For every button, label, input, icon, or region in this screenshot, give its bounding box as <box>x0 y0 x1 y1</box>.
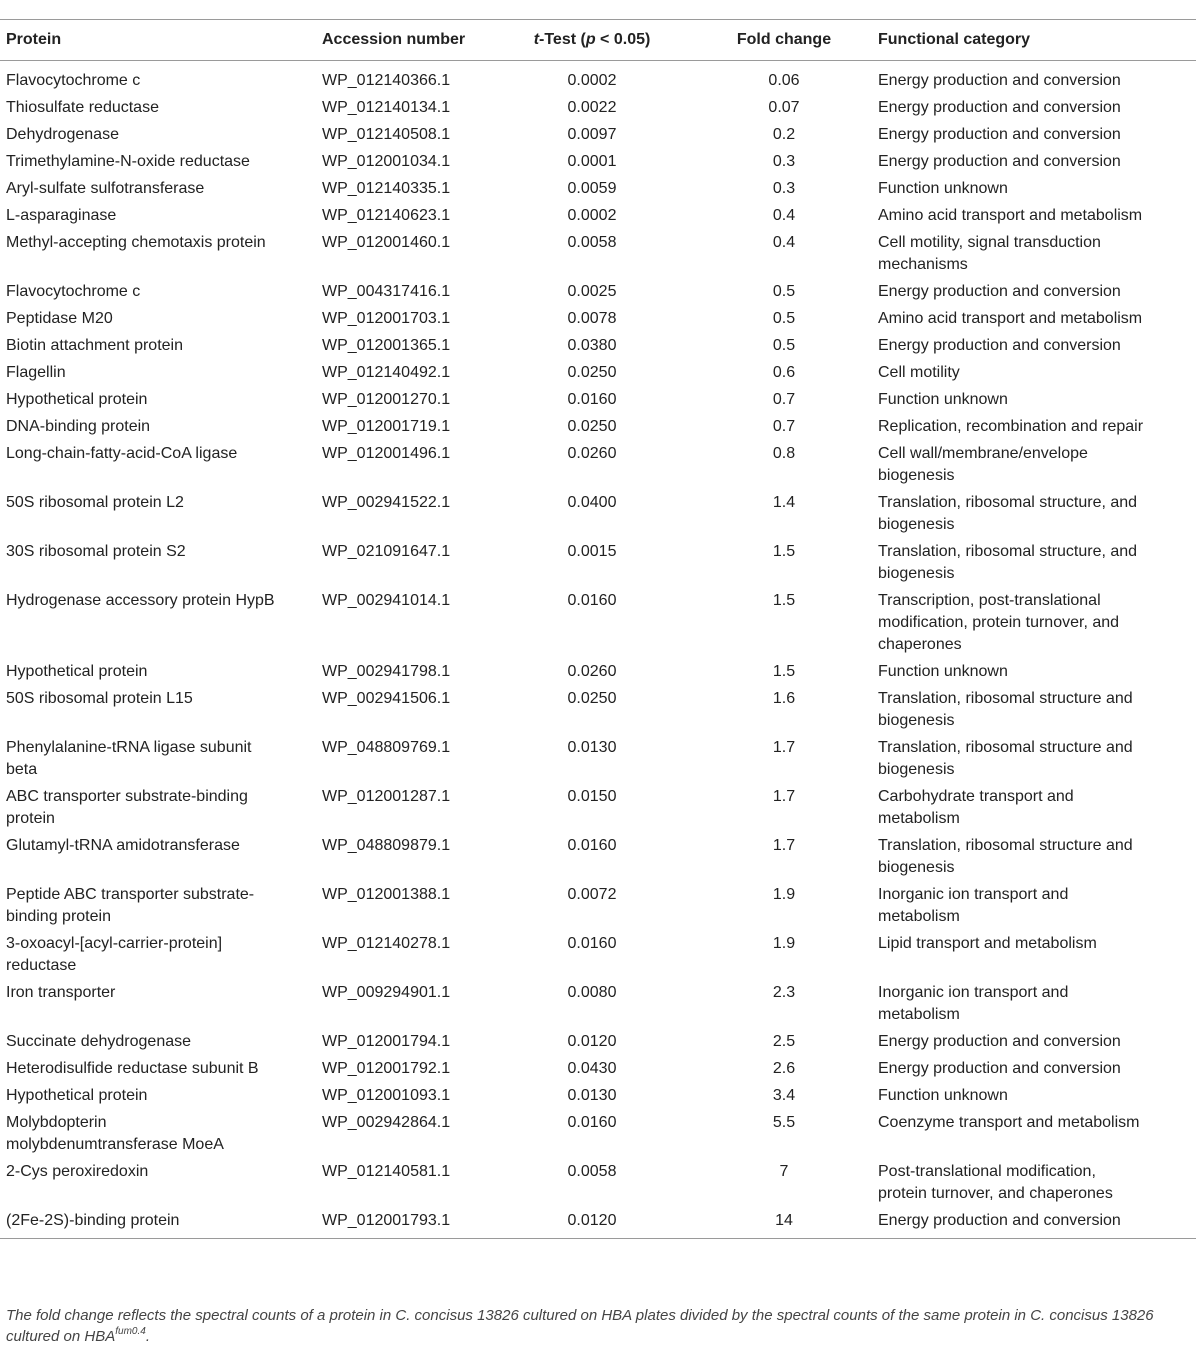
cell-functional-category: Function unknown <box>878 1087 1008 1104</box>
cell-accession: WP_012001793.1 <box>316 1208 488 1239</box>
cell-fold-change: 1.5 <box>772 592 796 609</box>
cell-fold-change: 0.6 <box>772 364 796 381</box>
cell-fold-change: 0.07 <box>768 99 800 116</box>
table-row <box>0 686 1196 735</box>
table-row <box>0 490 1196 539</box>
cell-ttest: 0.0001 <box>567 153 617 170</box>
cell-accession: WP_012140492.1 <box>322 364 451 381</box>
table-header <box>0 20 1196 61</box>
cell-ttest: 0.0160 <box>567 837 617 854</box>
header-ttest-p: p <box>585 31 596 48</box>
cell-functional-category: Energy production and conversion <box>878 126 1121 143</box>
cell-fold-change: 0.4 <box>772 207 796 224</box>
header-ttest-mid: -Test ( <box>539 31 586 48</box>
cell-functional-category: Energy production and conversion <box>878 1060 1121 1077</box>
table-row <box>0 1029 1196 1056</box>
cell-accession: WP_012001703.1 <box>322 310 451 327</box>
cell-protein: Peptidase M20 <box>6 310 113 327</box>
cell-ttest: 0.0160 <box>567 1114 617 1131</box>
cell-accession: WP_002941798.1 <box>322 663 451 680</box>
cell-protein: Aryl-sulfate sulfotransferase <box>6 180 205 197</box>
header-ttest-t: t <box>533 31 540 48</box>
cell-ttest: 0.0400 <box>567 494 617 511</box>
cell-accession: WP_012140134.1 <box>322 99 451 116</box>
cell-fold-change: 0.7 <box>772 391 796 408</box>
cell-protein: Biotin attachment protein <box>6 337 183 354</box>
cell-protein: DNA-binding protein <box>6 418 151 435</box>
cell-functional-category: Coenzyme transport and metabolism <box>878 1114 1140 1131</box>
table-row <box>0 882 1196 931</box>
table-row <box>0 95 1196 122</box>
table-row <box>0 176 1196 203</box>
cell-ttest: 0.0002 <box>567 207 617 224</box>
cell-protein: Heterodisulfide reductase subunit B <box>6 1060 259 1077</box>
cell-accession: WP_002941506.1 <box>322 690 451 707</box>
header-functional-category: Functional category <box>872 20 1196 61</box>
cell-fold-change: 1.5 <box>772 543 796 560</box>
cell-protein: Succinate dehydrogenase <box>6 1033 192 1050</box>
cell-protein: Flagellin <box>6 364 66 381</box>
cell-accession: WP_002942864.1 <box>322 1114 451 1131</box>
cell-fold-change: 0.5 <box>772 337 796 354</box>
table-row <box>0 980 1196 1029</box>
cell-ttest: 0.0160 <box>567 391 617 408</box>
cell-functional-category: Energy production and conversion <box>878 283 1121 300</box>
cell-ttest: 0.0260 <box>567 663 617 680</box>
cell-protein: Hypothetical protein <box>6 663 148 680</box>
cell-fold-change: 2.6 <box>772 1060 796 1077</box>
cell-ttest: 0.0002 <box>567 72 617 89</box>
cell-ttest: 0.0150 <box>567 788 617 805</box>
cell-functional-category: Replication, recombination and repair <box>878 418 1144 435</box>
table-row <box>0 1056 1196 1083</box>
cell-functional-category: Energy production and conversion <box>872 1208 1196 1239</box>
header-ttest <box>488 20 696 61</box>
footnote-superscript: fum0.4 <box>115 1326 146 1337</box>
cell-ttest: 0.0058 <box>567 234 617 251</box>
cell-fold-change: 0.7 <box>772 418 796 435</box>
cell-functional-category: Translation, ribosomal structure and biogenesis <box>878 690 1133 729</box>
cell-fold-change: 0.5 <box>772 283 796 300</box>
cell-ttest: 0.0160 <box>567 592 617 609</box>
table-row <box>0 360 1196 387</box>
cell-protein: 3-oxoacyl-[acyl-carrier-protein] reductase <box>6 935 223 974</box>
table-row <box>0 387 1196 414</box>
cell-functional-category: Carbohydrate transport and metabolism <box>878 788 1074 827</box>
cell-functional-category: Function unknown <box>878 391 1008 408</box>
cell-fold-change: 1.9 <box>772 886 796 903</box>
cell-fold-change: 1.4 <box>772 494 796 511</box>
header-ttest-tail: < 0.05) <box>595 31 651 48</box>
cell-protein: Methyl-accepting chemotaxis protein <box>6 234 266 251</box>
cell-protein: Molybdopterin molybdenumtransferase MoeA <box>6 1114 224 1153</box>
cell-functional-category: Transcription, post-translational modification, protein turnover, and chaperones <box>878 592 1120 653</box>
table-row <box>0 588 1196 659</box>
cell-accession: WP_012001719.1 <box>322 418 451 435</box>
table-row <box>0 1083 1196 1110</box>
cell-functional-category: Energy production and conversion <box>878 99 1121 116</box>
cell-ttest: 0.0130 <box>567 1087 617 1104</box>
cell-ttest: 0.0250 <box>567 364 617 381</box>
cell-ttest: 0.0250 <box>567 690 617 707</box>
table-row <box>0 333 1196 360</box>
cell-fold-change: 1.5 <box>772 663 796 680</box>
cell-accession: WP_004317416.1 <box>322 283 451 300</box>
cell-fold-change: 14 <box>696 1208 872 1239</box>
table-row <box>0 735 1196 784</box>
cell-functional-category: Translation, ribosomal structure and biogenesis <box>878 739 1133 778</box>
cell-fold-change: 0.3 <box>772 153 796 170</box>
cell-protein: L-asparaginase <box>6 207 117 224</box>
table-row <box>0 784 1196 833</box>
cell-fold-change: 0.8 <box>772 445 796 462</box>
cell-fold-change: 1.7 <box>772 837 796 854</box>
table-row <box>0 414 1196 441</box>
cell-accession: WP_012001093.1 <box>322 1087 451 1104</box>
cell-fold-change: 1.7 <box>772 788 796 805</box>
footnote-end: . <box>145 1328 150 1345</box>
cell-ttest: 0.0250 <box>567 418 617 435</box>
cell-accession: WP_009294901.1 <box>322 984 451 1001</box>
cell-accession: WP_012140366.1 <box>322 72 451 89</box>
cell-functional-category: Energy production and conversion <box>878 72 1121 89</box>
table-footnote <box>6 1305 1196 1347</box>
table-body <box>0 61 1196 1239</box>
cell-accession: WP_012140278.1 <box>322 935 451 952</box>
cell-accession: WP_012001496.1 <box>322 445 451 462</box>
cell-protein: 50S ribosomal protein L15 <box>6 690 193 707</box>
cell-functional-category: Translation, ribosomal structure, and biogenesis <box>878 494 1138 533</box>
cell-accession: WP_048809879.1 <box>322 837 451 854</box>
cell-protein: (2Fe-2S)-binding protein <box>0 1208 316 1239</box>
cell-fold-change: 1.9 <box>772 935 796 952</box>
cell-ttest: 0.0072 <box>567 886 617 903</box>
cell-fold-change: 0.5 <box>772 310 796 327</box>
cell-functional-category: Cell motility, signal transduction mechanisms <box>878 234 1101 273</box>
cell-ttest: 0.0380 <box>567 337 617 354</box>
header-protein: Protein <box>0 20 316 61</box>
table-row <box>0 1159 1196 1208</box>
cell-ttest: 0.0058 <box>567 1163 617 1180</box>
cell-protein: Glutamyl-tRNA amidotransferase <box>6 837 240 854</box>
cell-protein: Hypothetical protein <box>6 391 148 408</box>
cell-ttest: 0.0130 <box>567 739 617 756</box>
cell-functional-category: Lipid transport and metabolism <box>878 935 1097 952</box>
cell-fold-change: 7 <box>779 1163 789 1180</box>
protein-table <box>0 20 1196 1239</box>
cell-ttest: 0.0015 <box>567 543 617 560</box>
cell-functional-category: Energy production and conversion <box>878 337 1121 354</box>
cell-ttest: 0.0260 <box>567 445 617 462</box>
cell-protein: Hydrogenase accessory protein HypB <box>6 592 275 609</box>
cell-ttest: 0.0160 <box>567 935 617 952</box>
cell-ttest: 0.0097 <box>567 126 617 143</box>
cell-fold-change: 2.5 <box>772 1033 796 1050</box>
header-fold-change: Fold change <box>696 20 872 61</box>
table-row <box>0 1110 1196 1159</box>
cell-protein: Hypothetical protein <box>6 1087 148 1104</box>
table-row <box>0 279 1196 306</box>
cell-fold-change: 0.4 <box>772 234 796 251</box>
cell-ttest: 0.0120 <box>567 1033 617 1050</box>
cell-functional-category: Translation, ribosomal structure, and biogenesis <box>878 543 1138 582</box>
cell-ttest: 0.0078 <box>567 310 617 327</box>
cell-fold-change: 1.6 <box>772 690 796 707</box>
cell-accession: WP_002941014.1 <box>322 592 451 609</box>
cell-functional-category: Energy production and conversion <box>878 1033 1121 1050</box>
cell-ttest: 0.0022 <box>567 99 617 116</box>
cell-protein: Flavocytochrome c <box>6 72 141 89</box>
cell-protein: Iron transporter <box>6 984 116 1001</box>
cell-protein: Flavocytochrome c <box>6 283 141 300</box>
header-accession: Accession number <box>316 20 488 61</box>
cell-ttest: 0.0059 <box>567 180 617 197</box>
cell-functional-category: Inorganic ion transport and metabolism <box>878 984 1069 1023</box>
cell-fold-change: 0.3 <box>772 180 796 197</box>
table-row <box>0 230 1196 279</box>
cell-functional-category: Amino acid transport and metabolism <box>878 310 1143 327</box>
cell-accession: WP_012001794.1 <box>322 1033 451 1050</box>
table-row <box>0 833 1196 882</box>
cell-accession: WP_021091647.1 <box>322 543 451 560</box>
cell-protein: Long-chain-fatty-acid-CoA ligase <box>6 445 238 462</box>
table-row <box>0 149 1196 176</box>
cell-accession: WP_012140335.1 <box>322 180 451 197</box>
cell-functional-category: Function unknown <box>878 663 1008 680</box>
cell-functional-category: Translation, ribosomal structure and biogenesis <box>878 837 1133 876</box>
cell-functional-category: Cell motility <box>878 364 960 381</box>
cell-accession: WP_012001460.1 <box>322 234 451 251</box>
cell-accession: WP_002941522.1 <box>322 494 451 511</box>
cell-fold-change: 2.3 <box>772 984 796 1001</box>
cell-fold-change: 3.4 <box>772 1087 796 1104</box>
cell-accession: WP_012001792.1 <box>322 1060 451 1077</box>
cell-fold-change: 5.5 <box>772 1114 796 1131</box>
cell-protein: Thiosulfate reductase <box>6 99 159 116</box>
cell-functional-category: Energy production and conversion <box>878 153 1121 170</box>
table-row <box>0 441 1196 490</box>
cell-fold-change: 0.06 <box>768 72 800 89</box>
table-row <box>0 122 1196 149</box>
cell-protein: Dehydrogenase <box>6 126 119 143</box>
cell-functional-category: Post-translational modification, protein turnover, and chaperones <box>878 1163 1113 1202</box>
cell-accession: WP_012001287.1 <box>322 788 451 805</box>
cell-functional-category: Cell wall/membrane/envelope biogenesis <box>878 445 1088 484</box>
cell-functional-category: Inorganic ion transport and metabolism <box>878 886 1069 925</box>
cell-accession: WP_012001388.1 <box>322 886 451 903</box>
cell-protein: Peptide ABC transporter substrate-binding protein <box>6 886 255 925</box>
cell-fold-change: 1.7 <box>772 739 796 756</box>
cell-accession: WP_012140508.1 <box>322 126 451 143</box>
table-row <box>0 61 1196 96</box>
table-row <box>0 1208 1196 1239</box>
cell-ttest: 0.0080 <box>567 984 617 1001</box>
cell-accession: WP_048809769.1 <box>322 739 451 756</box>
cell-protein: 2-Cys peroxiredoxin <box>6 1163 149 1180</box>
cell-accession: WP_012001270.1 <box>322 391 451 408</box>
cell-functional-category: Amino acid transport and metabolism <box>878 207 1143 224</box>
footnote-text: The fold change reflects the spectral counts of a protein in C. concisus 13826 cultured on HBA plates divided by the spectral counts of the same protein in C. concisus 13826 cultured on HBA <box>6 1307 1154 1345</box>
cell-protein: ABC transporter substrate-binding protein <box>6 788 248 827</box>
cell-protein: 30S ribosomal protein S2 <box>6 543 186 560</box>
cell-ttest: 0.0025 <box>567 283 617 300</box>
table-row <box>0 931 1196 980</box>
cell-accession: WP_012001034.1 <box>322 153 451 170</box>
cell-accession: WP_012140581.1 <box>322 1163 451 1180</box>
table-row <box>0 539 1196 588</box>
cell-accession: WP_012001365.1 <box>322 337 451 354</box>
table-row <box>0 659 1196 686</box>
cell-protein: 50S ribosomal protein L2 <box>6 494 184 511</box>
cell-fold-change: 0.2 <box>772 126 796 143</box>
cell-accession: WP_012140623.1 <box>322 207 451 224</box>
cell-functional-category: Function unknown <box>878 180 1008 197</box>
table-row <box>0 306 1196 333</box>
cell-ttest: 0.0430 <box>567 1060 617 1077</box>
cell-protein: Phenylalanine-tRNA ligase subunit beta <box>6 739 252 778</box>
cell-ttest: 0.0120 <box>488 1208 696 1239</box>
cell-protein: Trimethylamine-N-oxide reductase <box>6 153 250 170</box>
table-row <box>0 203 1196 230</box>
